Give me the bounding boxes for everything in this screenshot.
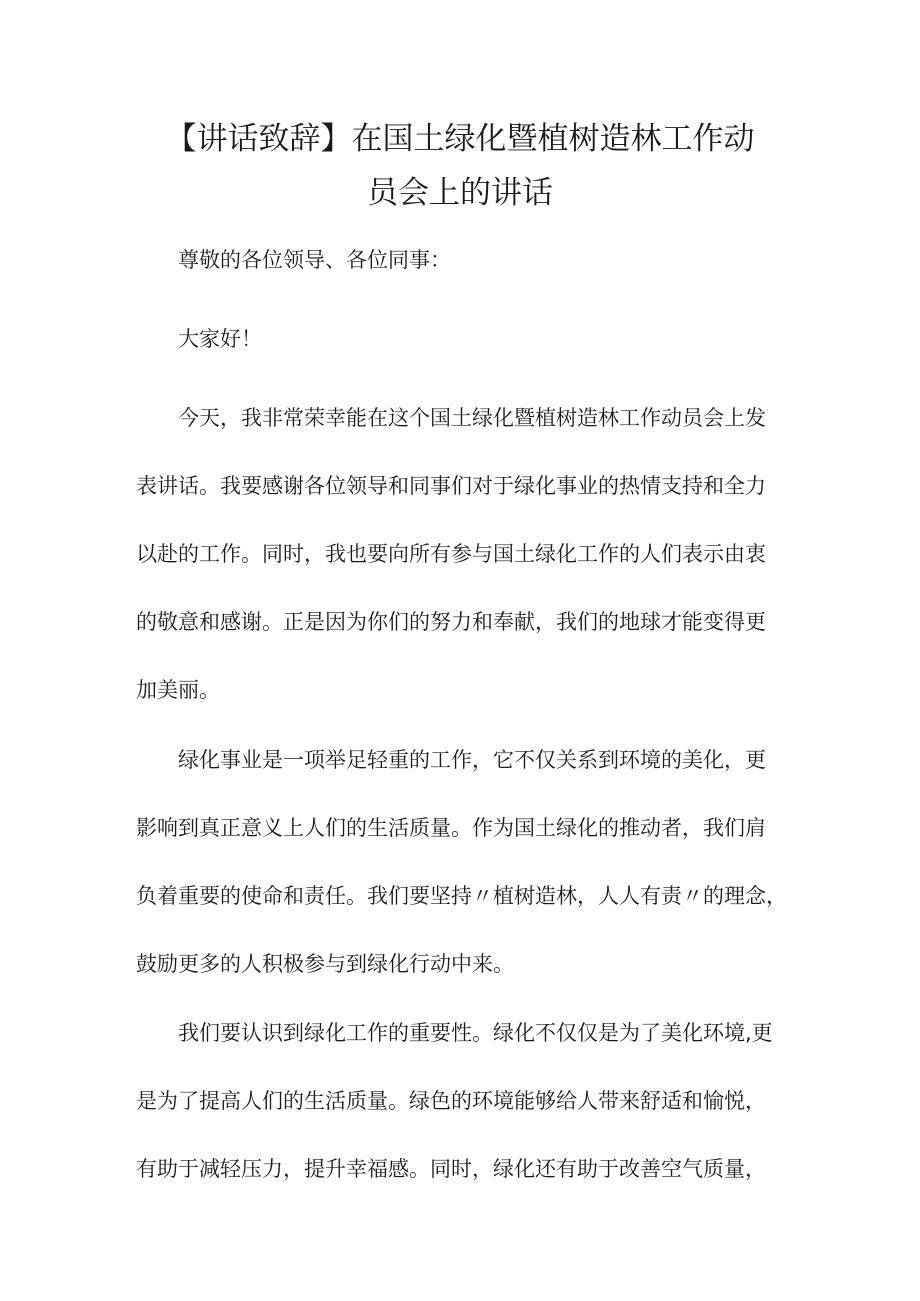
paragraph-3 <box>136 999 806 1203</box>
title-line-1: 【讲话致辞】在国土绿化暨植树造林工作动 <box>165 121 755 157</box>
paragraph-line: 今天，我非常荣幸能在这个国土绿化暨植树造林工作动员会上发 <box>178 406 766 430</box>
greeting <box>136 305 806 373</box>
paragraph-line: 影响到真正意义上人们的生活质量。作为国土绿化的推动者，我们肩 <box>136 816 766 840</box>
paragraph-2 <box>136 726 806 998</box>
paragraph-line: 加美丽。 <box>136 678 220 702</box>
title-line-2: 员会上的讲话 <box>367 175 553 211</box>
paragraph-line: 鼓励更多的人积极参与到绿化行动中来。 <box>136 952 514 976</box>
paragraph-line: 是为了提高人们的生活质量。绿色的环境能够给人带来舒适和愉悦， <box>136 1089 766 1113</box>
paragraph-line: 有助于减轻压力，提升幸福感。同时，绿化还有助于改善空气质量， <box>136 1157 766 1181</box>
greeting-text: 大家好！ <box>178 327 262 351</box>
salutation-text: 尊敬的各位领导、各位同事： <box>178 248 451 272</box>
paragraph-line: 表讲话。我要感谢各位领导和同事们对于绿化事业的热情支持和全力 <box>136 474 766 498</box>
paragraph-line: 的敬意和感谢。正是因为你们的努力和奉献，我们的地球才能变得更 <box>136 610 766 634</box>
paragraph-1 <box>136 384 806 724</box>
paragraph-line: 负着重要的使命和责任。我们要坚持〃植树造林，人人有责〃的理念， <box>136 884 787 908</box>
paragraph-line: 我们要认识到绿化工作的重要性。绿化不仅仅是为了美化环境,更 <box>178 1021 773 1045</box>
document-title <box>120 112 800 220</box>
salutation <box>136 226 806 294</box>
paragraph-line: 绿化事业是一项举足轻重的工作，它不仅关系到环境的美化，更 <box>178 748 766 772</box>
paragraph-line: 以赴的工作。同时，我也要向所有参与国土绿化工作的人们表示由衷 <box>136 542 766 566</box>
